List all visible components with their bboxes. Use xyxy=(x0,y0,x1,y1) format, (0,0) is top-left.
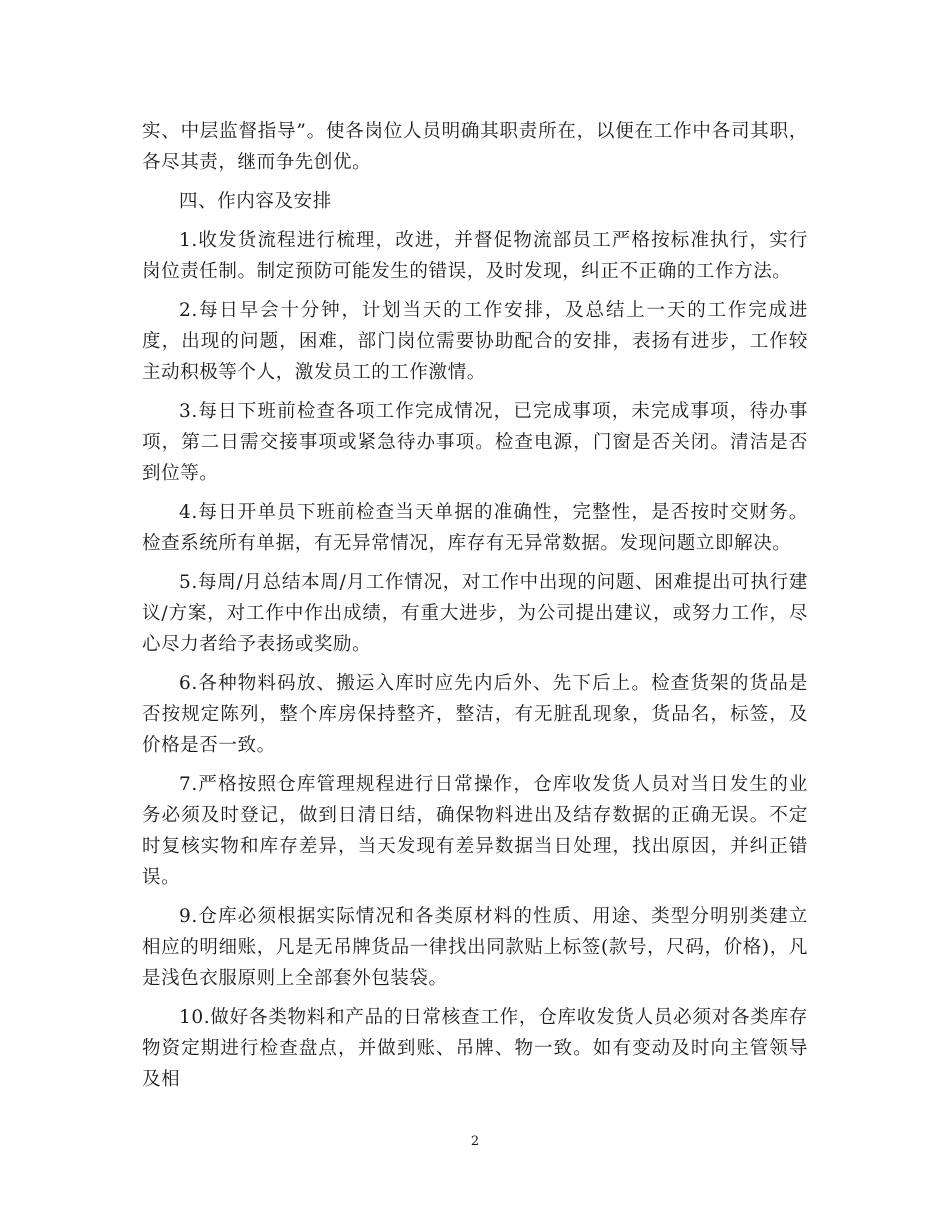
paragraph-item-2: 2.每日早会十分钟，计划当天的工作安排，及总结上一天的工作完成进度，出现的问题，困难，部门岗位需要协助配合的安排，表扬有进步，工作较主动积极等个人，激发员工的工作激情。 xyxy=(142,300,808,383)
paragraph-continuation: 实、中层监督指导”。使各岗位人员明确其职责所在，以便在工作中各司其职，各尽其责，继而争先创优。 xyxy=(142,121,808,173)
paragraph-item-7: 7.严格按照仓库管理规程进行日常操作，仓库收发货人员对当日发生的业务必须及时登记，做到日清日结，确保物料进出及结存数据的正确无误。不定时复核实物和库存差异，当天发现有差异数据当日处理，找出原因，并纠正错误。 xyxy=(142,774,808,888)
page-number: 2 xyxy=(470,1134,480,1149)
paragraph-item-6: 6.各种物料码放、搬运入库时应先内后外、先下后上。检查货架的货品是否按规定陈列，整个库房保持整齐，整洁，有无脏乱现象，货品名，标签，及价格是否一致。 xyxy=(142,673,808,756)
section-heading: 四、作内容及安排 xyxy=(179,191,332,212)
paragraph-item-9: 9.仓库必须根据实际情况和各类原材料的性质、用途、类型分明别类建立相应的明细账，凡是无吊牌货品一律找出同款贴上标签(款号，尺码，价格)，凡是浅色衣服原则上全部套外包装袋。 xyxy=(142,906,808,989)
paragraph-item-5: 5.每周/月总结本周/月工作情况，对工作中出现的问题、困难提出可执行建议/方案，对工作中作出成绩，有重大进步，为公司提出建议，或努力工作，尽心尽力者给予表扬或奖励。 xyxy=(142,572,808,655)
document-body xyxy=(142,116,808,1095)
paragraph-item-10: 10.做好各类物料和产品的日常核查工作，仓库收发货人员必须对各类库存物资定期进行检查盘点，并做到账、吊牌、物一致。如有变动及时向主管领导及相 xyxy=(142,1007,808,1090)
paragraph-item-1: 1.收发货流程进行梳理，改进，并督促物流部员工严格按标准执行，实行岗位责任制。制定预防可能发生的错误，及时发现，纠正不正确的工作方法。 xyxy=(142,230,808,282)
paragraph-item-3: 3.每日下班前检查各项工作完成情况，已完成事项，未完成事项，待办事项，第二日需交接事项或紧急待办事项。检查电源，门窗是否关闭。清洁是否到位等。 xyxy=(142,401,808,484)
paragraph-item-4: 4.每日开单员下班前检查当天单据的准确性，完整性，是否按时交财务。检查系统所有单据，有无异常情况，库存有无异常数据。发现问题立即解决。 xyxy=(142,502,808,554)
